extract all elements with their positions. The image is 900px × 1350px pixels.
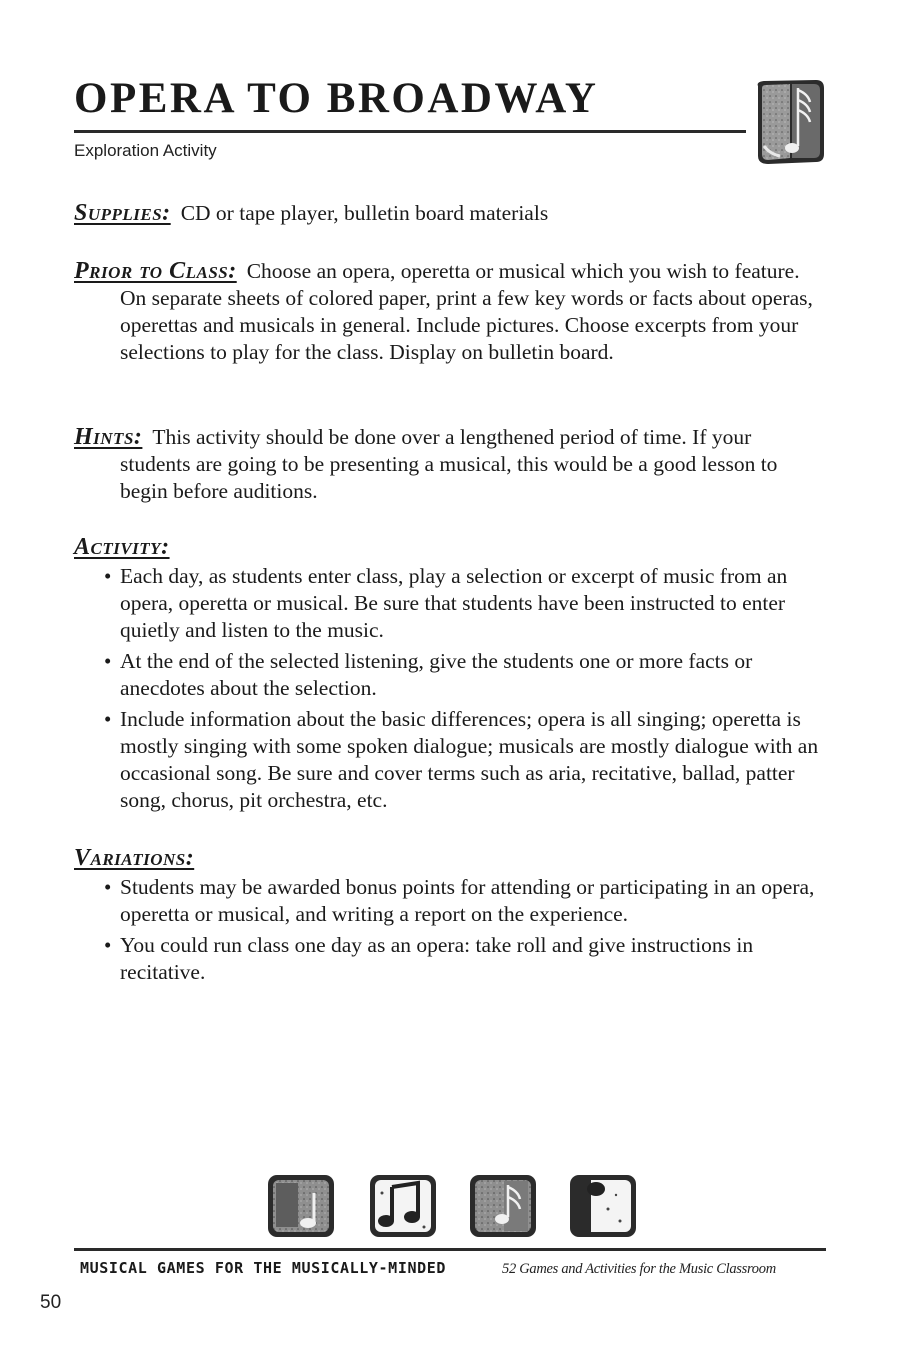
- prior-to-class-section: [74, 258, 824, 366]
- variations-list: [74, 874, 824, 986]
- supplies-text: CD or tape player, bulletin board materials: [180, 201, 549, 225]
- music-block-icon: [570, 1175, 636, 1237]
- page-title: OPERA TO BROADWAY: [74, 75, 599, 122]
- bullet-icon: •: [104, 707, 112, 731]
- footer-book-title: MUSICAL GAMES FOR THE MUSICALLY-MINDED: [80, 1259, 446, 1277]
- variations-item: [74, 874, 824, 928]
- activity-item-text: Include information about the basic differences; opera is all singing; operetta is mostly singing with some spoken dialogue; musicals are mostly dialogue with an occasional song. Be sure and cover terms such as aria, recitative, ballad, patter song, chorus, pit orchestra, etc.: [120, 707, 819, 812]
- activity-item-text: At the end of the selected listening, give the students one or more facts or anecdotes about the selection.: [120, 649, 753, 700]
- variations-section: [74, 845, 824, 990]
- page-subtitle: Exploration Activity: [74, 141, 217, 160]
- supplies-paragraph: [74, 200, 824, 227]
- music-block-icon: [370, 1175, 436, 1237]
- activity-list: [74, 563, 824, 814]
- variations-item-text: Students may be awarded bonus points for attending or participating in an opera, operetta or musical, and writing a report on the experience.: [120, 875, 815, 926]
- activity-label: Activity:: [74, 534, 170, 560]
- hints-paragraph: [74, 424, 824, 505]
- music-block-icon: [268, 1175, 334, 1237]
- page-number: 50: [40, 1292, 62, 1313]
- bullet-icon: •: [104, 933, 112, 957]
- prior-to-class-paragraph: [74, 258, 824, 366]
- footer-icon-row: [266, 1171, 646, 1241]
- supplies-label: Supplies:: [74, 200, 171, 226]
- activity-item: [74, 706, 824, 814]
- footer-rule: [74, 1248, 826, 1251]
- music-block-icon: [470, 1175, 536, 1237]
- variations-label: Variations:: [74, 845, 195, 871]
- hints-label: Hints:: [74, 424, 143, 450]
- bullet-icon: •: [104, 649, 112, 673]
- activity-item-text: Each day, as students enter class, play a selection or excerpt of music from an opera, operetta or musical. Be sure that students have been instructed to enter quietly and listen to the music.: [120, 564, 788, 642]
- footer-book-subtitle: 52 Games and Activities for the Music Classroom: [502, 1261, 776, 1277]
- prior-to-class-label: Prior to Class:: [74, 258, 237, 284]
- activity-item: [74, 648, 824, 702]
- prior-to-class-text: Choose an opera, operetta or musical which you wish to feature. On separate sheets of colored paper, print a few key words or facts about operas, operettas and musicals in general. Include pictures. Choose excerpts from your selections to play for the class. Display on bulletin board.: [120, 259, 813, 364]
- bullet-icon: •: [104, 564, 112, 588]
- supplies-section: [74, 200, 824, 227]
- activity-section: [74, 534, 824, 818]
- hints-text: This activity should be done over a lengthened period of time. If your students are going to be presenting a musical, this would be a good lesson to begin before auditions.: [120, 425, 778, 503]
- variations-item-text: You could run class one day as an opera: take roll and give instructions in recitative.: [120, 933, 754, 984]
- title-rule: [74, 130, 746, 133]
- music-block-icon: [750, 76, 830, 170]
- variations-item: [74, 932, 824, 986]
- activity-item: [74, 563, 824, 644]
- bullet-icon: •: [104, 875, 112, 899]
- hints-section: [74, 424, 824, 505]
